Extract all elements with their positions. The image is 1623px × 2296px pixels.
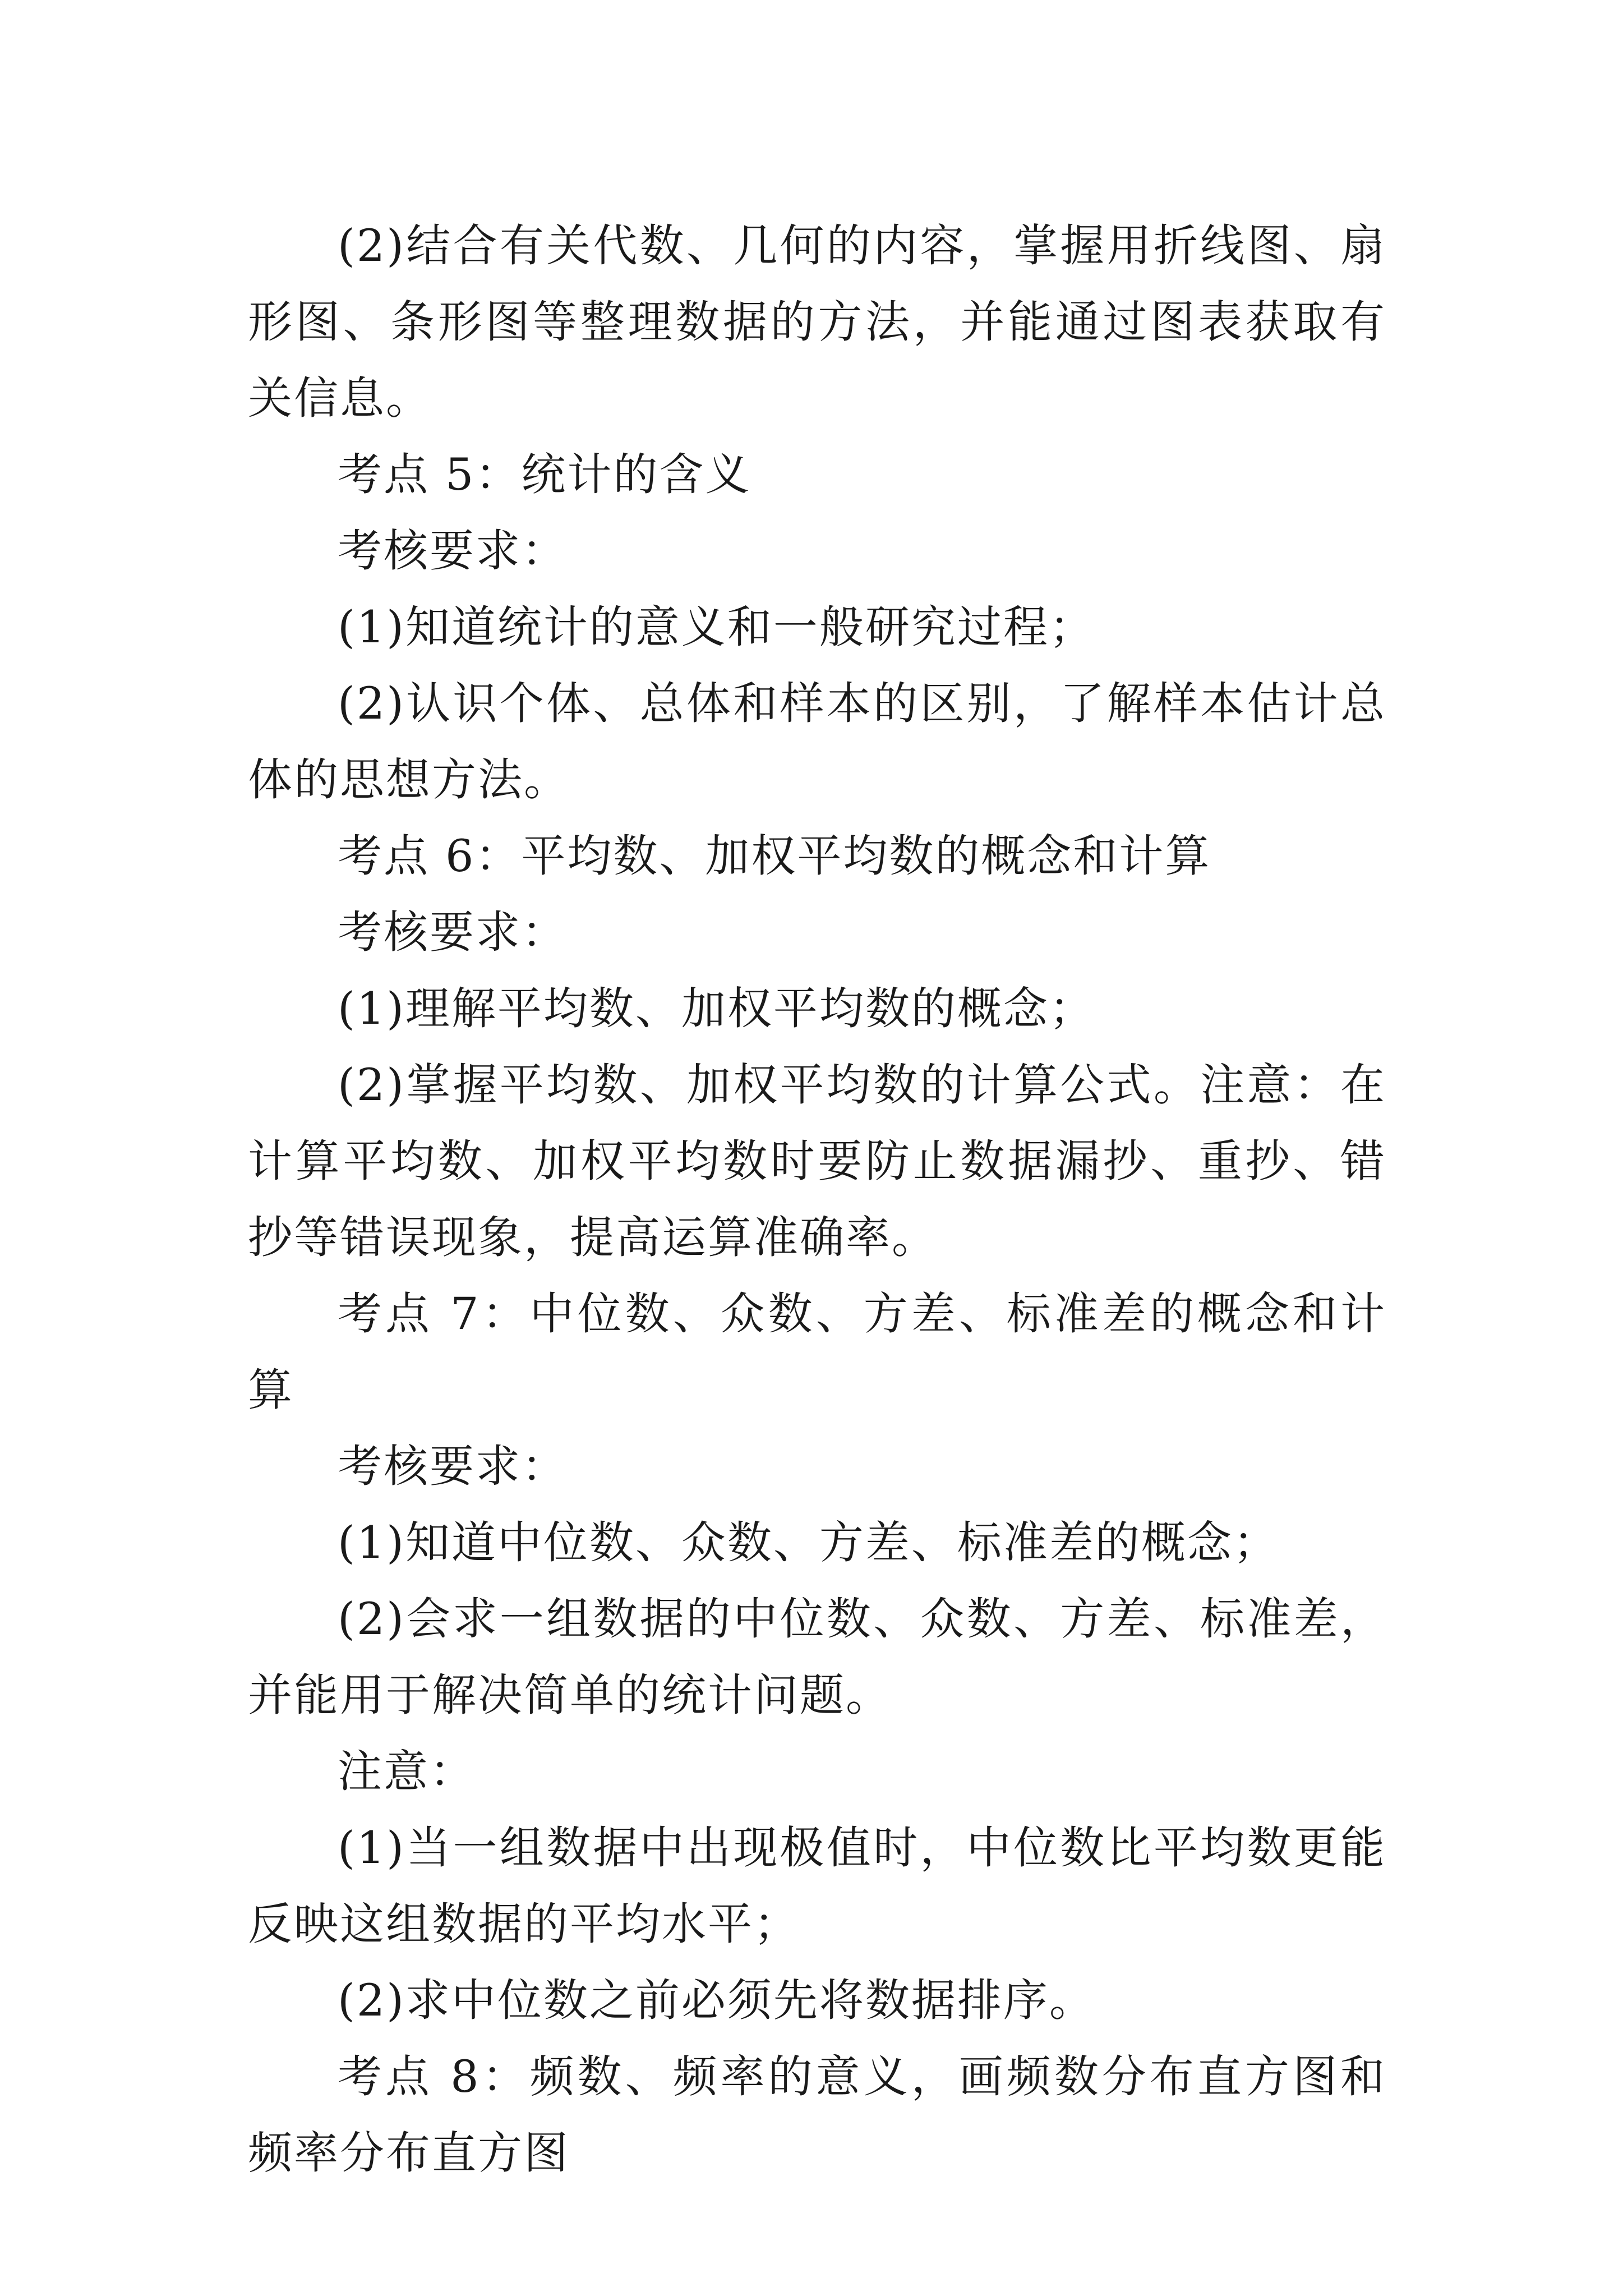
- label-note: 注意：: [338, 1746, 476, 1797]
- paragraph-extreme-values: (1)当一组数据中出现极值时，中位数比平均数更能反映这组数据的平均水平；: [248, 1822, 1386, 1950]
- paragraph-statistics-meaning: (1)知道统计的意义和一般研究过程；: [338, 601, 1095, 653]
- heading-point-5: 考点 5：统计的含义: [338, 449, 751, 500]
- paragraph-sort-data: (2)求中位数之前必须先将数据排序。: [338, 1975, 1095, 2026]
- label-requirements: 考核要求：: [338, 907, 568, 958]
- heading-point-8: 考点 8：频数、频率的意义，画频数分布直方图和频率分布直方图: [248, 2051, 1386, 2179]
- label-requirements: 考核要求：: [338, 1441, 568, 1492]
- paragraph-mean-concept: (1)理解平均数、加权平均数的概念；: [338, 983, 1095, 1034]
- heading-point-7: 考点 7：中位数、众数、方差、标准差的概念和计算: [248, 1288, 1386, 1416]
- document-body: [248, 208, 1386, 2191]
- label-requirements: 考核要求：: [338, 525, 568, 577]
- paragraph-median-concept: (1)知道中位数、众数、方差、标准差的概念；: [338, 1517, 1279, 1568]
- paragraph-median-compute: (2)会求一组数据的中位数、众数、方差、标准差，并能用于解决简单的统计问题。: [248, 1593, 1386, 1721]
- paragraph-mean-formula: (2)掌握平均数、加权平均数的计算公式。注意：在计算平均数、加权平均数时要防止数据漏抄、重抄、错抄等错误现象，提高运算准确率。: [248, 1059, 1386, 1263]
- paragraph-chart-methods: (2)结合有关代数、几何的内容，掌握用折线图、扇形图、条形图等整理数据的方法，并能通过图表获取有关信息。: [248, 220, 1386, 424]
- paragraph-sample-population: (2)认识个体、总体和样本的区别，了解样本估计总体的思想方法。: [248, 678, 1386, 806]
- heading-point-6: 考点 6：平均数、加权平均数的概念和计算: [338, 830, 1211, 882]
